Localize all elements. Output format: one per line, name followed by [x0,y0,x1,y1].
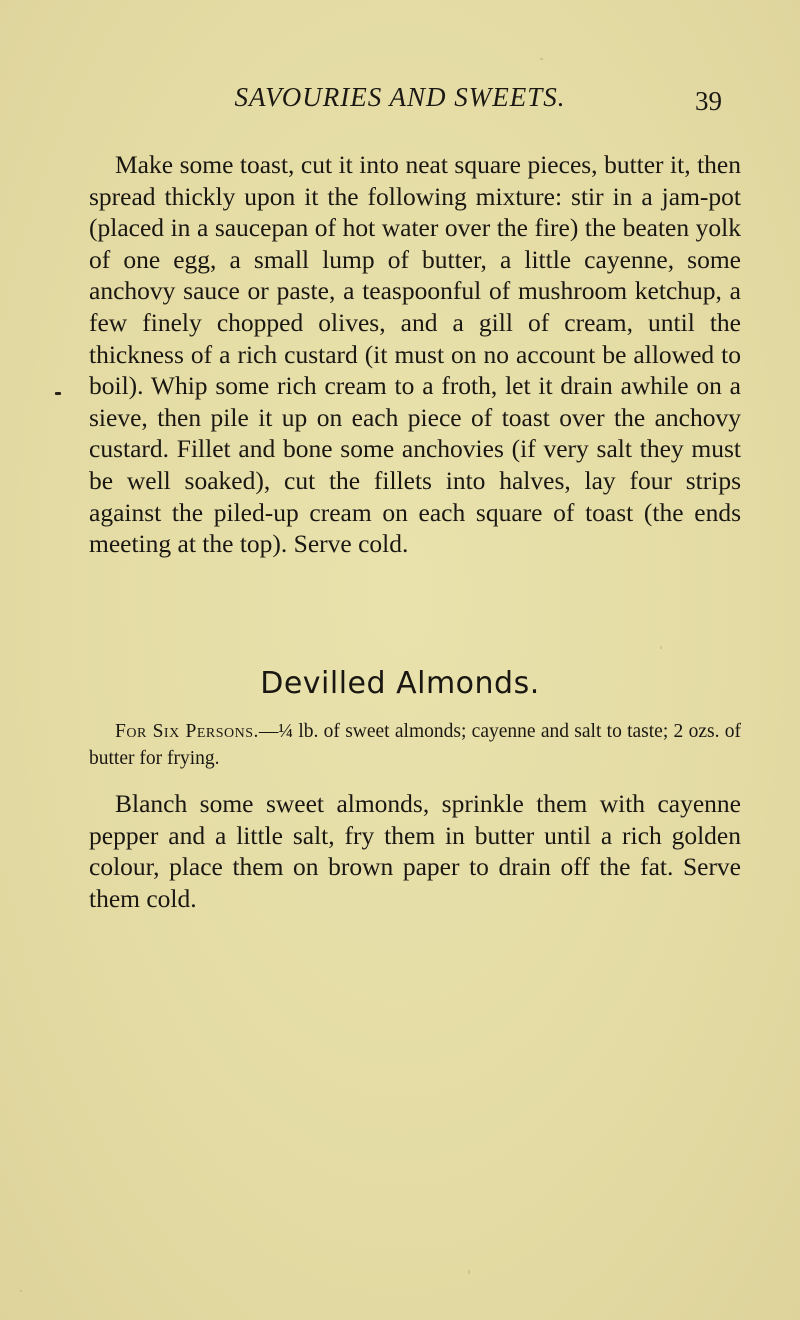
paper-speck [660,646,662,649]
margin-mark [55,392,61,395]
recipe-title: Devilled Almonds. [260,666,540,701]
paper-speck [468,1270,470,1274]
running-head: SAVOURIES AND SWEETS. [234,82,566,112]
recipe-continued-paragraph: Make some toast, cut it into neat square pieces, butter it, then spread thickly upon it the following mixture: stir in a jam-pot (placed in a saucepan of hot water over the fire) the beaten yolk of one egg, a small lump of butter, a little cayenne, some anchovy sauce or paste, a teaspoonful of mushroom ketchup, a few finely chopped olives, and a gill of cream, until the thickness of a rich custard (it must on no account be allowed to boil). Whip some rich cream to a froth, let it drain awhile on a sieve, then pile it up on each piece of toast over the anchovy custard. Fillet and bone some anchovies (if very salt they must be well soaked), cut the fillets into halves, lay four strips against the piled-up cream on each square of toast (the ends meeting at the top). Serve cold. [89,150,741,559]
ingredients-list: —¼ lb. of sweet almonds; cayenne and salt to taste; 2 ozs. of butter for frying. [89,721,741,769]
ingredients-line [89,718,741,772]
paper-speck [540,58,543,60]
paper-speck [20,1290,22,1292]
ingredients-lead: For Six Persons. [115,721,259,742]
page-number: 39 [695,86,722,116]
recipe-method-paragraph: Blanch some sweet almonds, sprinkle them with cayenne pepper and a little salt, fry them in butter until a rich golden colour, place them on brown paper to drain off the fat. Serve them cold. [89,789,741,913]
